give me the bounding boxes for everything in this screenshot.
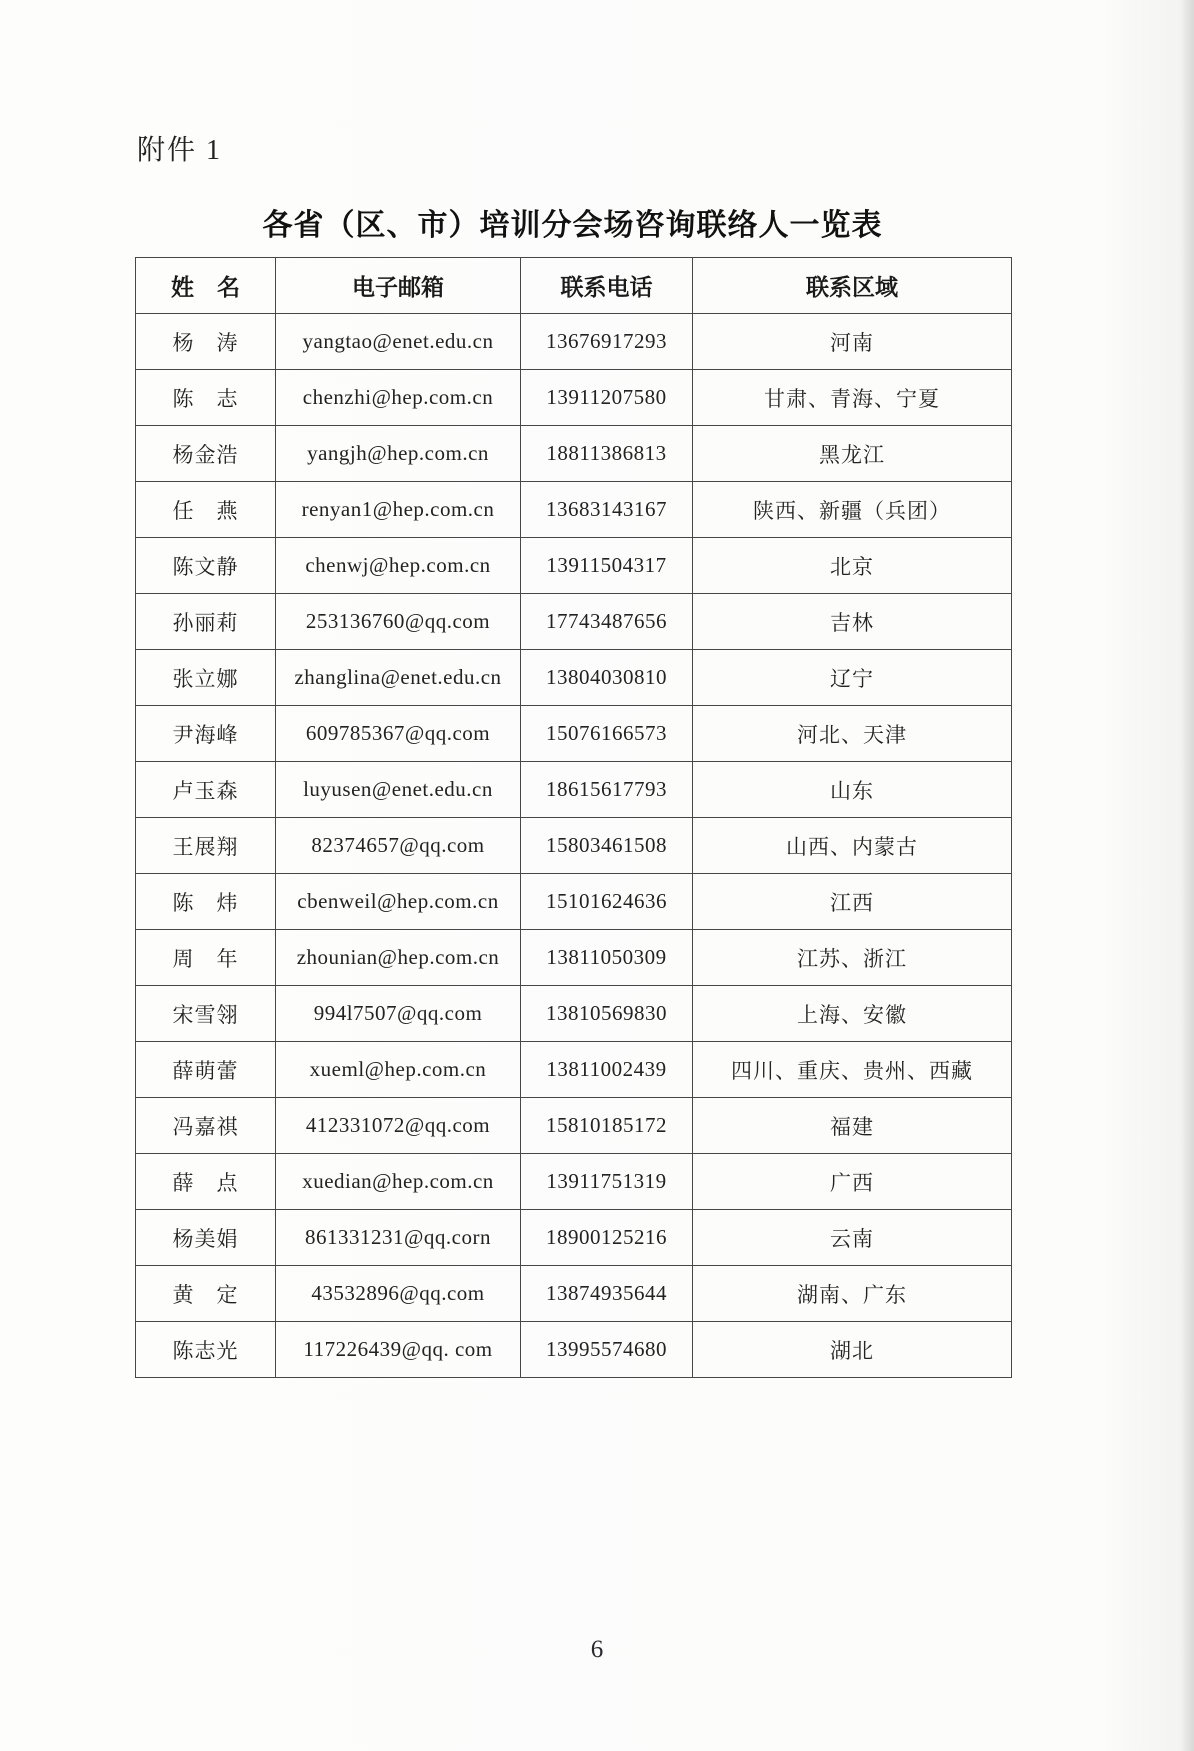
name-cell: 薛萌蕾 xyxy=(136,1042,276,1098)
email-cell: xuedian@hep.com.cn xyxy=(276,1154,521,1210)
phone-cell: 15076166573 xyxy=(521,706,693,762)
name-cell: 任 燕 xyxy=(136,482,276,538)
table-row xyxy=(136,986,1012,1042)
phone-cell: 13804030810 xyxy=(521,650,693,706)
name-cell: 杨金浩 xyxy=(136,426,276,482)
region-cell: 吉林 xyxy=(693,594,1012,650)
col-header-region: 联系区域 xyxy=(693,258,1012,314)
page-number: 6 xyxy=(590,1636,604,1663)
col-header-email: 电子邮箱 xyxy=(276,258,521,314)
name-cell: 陈 炜 xyxy=(136,874,276,930)
region-cell: 江西 xyxy=(693,874,1012,930)
email-cell: chenzhi@hep.com.cn xyxy=(276,370,521,426)
table-row xyxy=(136,370,1012,426)
table-row xyxy=(136,1098,1012,1154)
email-cell: 412331072@qq.com xyxy=(276,1098,521,1154)
email-cell: 117226439@qq. com xyxy=(276,1322,521,1378)
region-cell: 上海、安徽 xyxy=(693,986,1012,1042)
phone-cell: 13683143167 xyxy=(521,482,693,538)
scan-edge-shadow xyxy=(1180,0,1194,1751)
region-cell: 甘肃、青海、宁夏 xyxy=(693,370,1012,426)
table-row xyxy=(136,426,1012,482)
phone-cell: 13874935644 xyxy=(521,1266,693,1322)
phone-cell: 13810569830 xyxy=(521,986,693,1042)
region-cell: 黑龙江 xyxy=(693,426,1012,482)
region-cell: 江苏、浙江 xyxy=(693,930,1012,986)
table-row xyxy=(136,650,1012,706)
table-row xyxy=(136,1322,1012,1378)
phone-cell: 15810185172 xyxy=(521,1098,693,1154)
region-cell: 山西、内蒙古 xyxy=(693,818,1012,874)
name-cell: 薛 点 xyxy=(136,1154,276,1210)
name-cell: 孙丽莉 xyxy=(136,594,276,650)
table-row xyxy=(136,314,1012,370)
name-cell: 陈 志 xyxy=(136,370,276,426)
phone-cell: 15101624636 xyxy=(521,874,693,930)
contact-table xyxy=(135,257,1012,1378)
email-cell: 253136760@qq.com xyxy=(276,594,521,650)
name-cell: 杨美娟 xyxy=(136,1210,276,1266)
table-row xyxy=(136,1266,1012,1322)
table-row xyxy=(136,874,1012,930)
phone-cell: 18900125216 xyxy=(521,1210,693,1266)
name-cell: 卢玉森 xyxy=(136,762,276,818)
email-cell: luyusen@enet.edu.cn xyxy=(276,762,521,818)
email-cell: yangjh@hep.com.cn xyxy=(276,426,521,482)
region-cell: 河北、天津 xyxy=(693,706,1012,762)
name-cell: 陈志光 xyxy=(136,1322,276,1378)
document-title: 各省（区、市）培训分会场咨询联络人一览表 xyxy=(262,209,883,242)
table-row xyxy=(136,594,1012,650)
region-cell: 福建 xyxy=(693,1098,1012,1154)
email-cell: zhounian@hep.com.cn xyxy=(276,930,521,986)
table-row xyxy=(136,706,1012,762)
col-header-name: 姓 名 xyxy=(136,258,276,314)
email-cell: xueml@hep.com.cn xyxy=(276,1042,521,1098)
name-cell: 黄 定 xyxy=(136,1266,276,1322)
email-cell: renyan1@hep.com.cn xyxy=(276,482,521,538)
table-row xyxy=(136,482,1012,538)
phone-cell: 13911751319 xyxy=(521,1154,693,1210)
email-cell: 609785367@qq.com xyxy=(276,706,521,762)
name-cell: 周 年 xyxy=(136,930,276,986)
region-cell: 北京 xyxy=(693,538,1012,594)
phone-cell: 17743487656 xyxy=(521,594,693,650)
email-cell: 994l7507@qq.com xyxy=(276,986,521,1042)
region-cell: 广西 xyxy=(693,1154,1012,1210)
email-cell: zhanglina@enet.edu.cn xyxy=(276,650,521,706)
phone-cell: 13911207580 xyxy=(521,370,693,426)
name-cell: 尹海峰 xyxy=(136,706,276,762)
phone-cell: 13995574680 xyxy=(521,1322,693,1378)
attachment-label: 附件 1 xyxy=(137,135,223,166)
col-header-phone: 联系电话 xyxy=(521,258,693,314)
name-cell: 王展翔 xyxy=(136,818,276,874)
email-cell: 861331231@qq.corn xyxy=(276,1210,521,1266)
table-row xyxy=(136,1210,1012,1266)
table-row xyxy=(136,762,1012,818)
email-cell: 43532896@qq.com xyxy=(276,1266,521,1322)
name-cell: 陈文静 xyxy=(136,538,276,594)
email-cell: chenwj@hep.com.cn xyxy=(276,538,521,594)
region-cell: 湖北 xyxy=(693,1322,1012,1378)
phone-cell: 18615617793 xyxy=(521,762,693,818)
name-cell: 冯嘉祺 xyxy=(136,1098,276,1154)
region-cell: 云南 xyxy=(693,1210,1012,1266)
region-cell: 湖南、广东 xyxy=(693,1266,1012,1322)
email-cell: 82374657@qq.com xyxy=(276,818,521,874)
table-row xyxy=(136,1042,1012,1098)
table-header-row xyxy=(136,258,1012,314)
phone-cell: 13676917293 xyxy=(521,314,693,370)
name-cell: 张立娜 xyxy=(136,650,276,706)
region-cell: 山东 xyxy=(693,762,1012,818)
table-row xyxy=(136,538,1012,594)
table-row xyxy=(136,1154,1012,1210)
phone-cell: 13811050309 xyxy=(521,930,693,986)
region-cell: 辽宁 xyxy=(693,650,1012,706)
table-row xyxy=(136,818,1012,874)
table-row xyxy=(136,930,1012,986)
phone-cell: 15803461508 xyxy=(521,818,693,874)
region-cell: 河南 xyxy=(693,314,1012,370)
email-cell: cbenweil@hep.com.cn xyxy=(276,874,521,930)
name-cell: 杨 涛 xyxy=(136,314,276,370)
email-cell: yangtao@enet.edu.cn xyxy=(276,314,521,370)
phone-cell: 13911504317 xyxy=(521,538,693,594)
phone-cell: 13811002439 xyxy=(521,1042,693,1098)
name-cell: 宋雪翎 xyxy=(136,986,276,1042)
phone-cell: 18811386813 xyxy=(521,426,693,482)
region-cell: 陕西、新疆（兵团） xyxy=(693,482,1012,538)
region-cell: 四川、重庆、贵州、西藏 xyxy=(693,1042,1012,1098)
